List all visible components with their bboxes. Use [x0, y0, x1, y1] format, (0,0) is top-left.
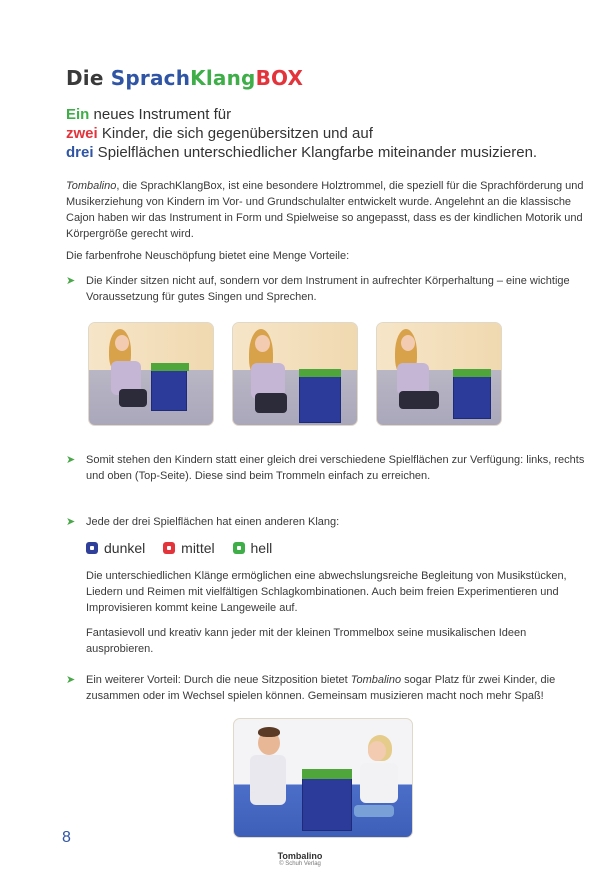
page-number: 8: [62, 829, 71, 846]
arrow-bullet-icon: ➤: [66, 275, 76, 287]
intro-text-3: Spielflächen unterschiedlicher Klangfarbe miteinander musizieren.: [93, 144, 538, 161]
paragraph-description: [66, 178, 586, 242]
arrow-bullet-icon: ➤: [66, 516, 76, 528]
intro-keyword-zwei: zwei: [66, 125, 98, 142]
intro-block: [66, 105, 537, 162]
title-part-klang: Klang: [190, 66, 256, 90]
legend-item-dunkel: dunkel: [86, 540, 145, 556]
red-square-icon: [163, 542, 175, 554]
klangbox-cube: [151, 369, 187, 411]
title-part-die: Die: [66, 66, 111, 90]
blue-square-icon: [86, 542, 98, 554]
intro-line-2: [66, 124, 537, 143]
sound-legend: [86, 539, 286, 556]
klangbox-cube: [302, 777, 352, 831]
legend-item-mittel: mittel: [163, 540, 214, 556]
paragraph-sounds: Die unterschiedlichen Klänge ermöglichen eine abwechslungsreiche Begleitung von Musikstücken, Liedern und Reimen mit vielfältigen Schlagkombinationen. Auch beim freien Experimentieren und Improvisieren kommt keine Langeweile auf.: [86, 570, 567, 614]
intro-keyword-drei: drei: [66, 144, 94, 161]
footer-copyright: © Schuh Verlag: [279, 861, 321, 867]
arrow-bullet-icon: ➤: [66, 454, 76, 466]
intro-line-3: [66, 143, 537, 162]
intro-line-1: [66, 105, 537, 124]
intro-text-2: Kinder, die sich gegenübersitzen und auf: [97, 125, 373, 142]
green-square-icon: [233, 542, 245, 554]
title-part-sprach: Sprach: [110, 66, 191, 90]
intro-keyword-ein: Ein: [66, 106, 90, 123]
bullet-three-surfaces-text: Somit stehen den Kindern statt einer gleich drei verschiedene Spielflächen zur Verfügung: links, rechts und oben (Top-Seite). Diese sind beim Trommeln einfach zu erreichen.: [86, 454, 585, 482]
photo-child-right-side: [376, 322, 502, 426]
bullet-two-children-text: Ein weiterer Vorteil: Durch die neue Sitzposition bietet Tombalino sogar Platz für zwei Kinder, die zusammen oder im Wechsel spielen können. Gemeinsam musizieren macht noch mehr Spaß!: [86, 674, 556, 702]
klangbox-cube: [299, 375, 341, 423]
photo-child-front: [232, 322, 358, 426]
legend-item-hell: hell: [233, 540, 273, 556]
photo-two-children: [233, 718, 413, 838]
paragraph-description-text: , die SprachKlangBox, ist eine besondere Holztrommel, die speziell für die Sprachförderung und Musikerziehung von Kindern im Vor- und Grundschulalter entwickelt wurde. Angelehnt an die klassische Cajon haben wir das Instrument in Form und Spielweise so angepasst, dass es der kindlichen Motorik und Körpergröße gerecht wird.: [66, 180, 584, 240]
title-part-box: BOX: [255, 66, 304, 90]
page-title: [66, 66, 303, 90]
brand-name-italic: Tombalino: [66, 180, 117, 192]
intro-text-1: neues Instrument für: [89, 106, 232, 123]
bullet-posture-text: Die Kinder sitzen nicht auf, sondern vor dem Instrument in aufrechter Körperhaltung – eine wichtige Voraussetzung für gutes Singen und Sprechen.: [86, 275, 570, 303]
klangbox-cube: [453, 375, 491, 419]
footer-brand: [0, 851, 600, 867]
bullet-sounds-text: Jede der drei Spielflächen hat einen anderen Klang:: [86, 516, 340, 528]
footer-brand-name: Tombalino: [277, 851, 323, 861]
photo-child-left-side: [88, 322, 214, 426]
paragraph-advantages-intro: Die farbenfrohe Neuschöpfung bietet eine Menge Vorteile:: [66, 250, 350, 262]
paragraph-creativity: Fantasievoll und kreativ kann jeder mit der kleinen Trommelbox seine musikalischen Ideen ausprobieren.: [86, 627, 527, 655]
arrow-bullet-icon: ➤: [66, 674, 76, 686]
